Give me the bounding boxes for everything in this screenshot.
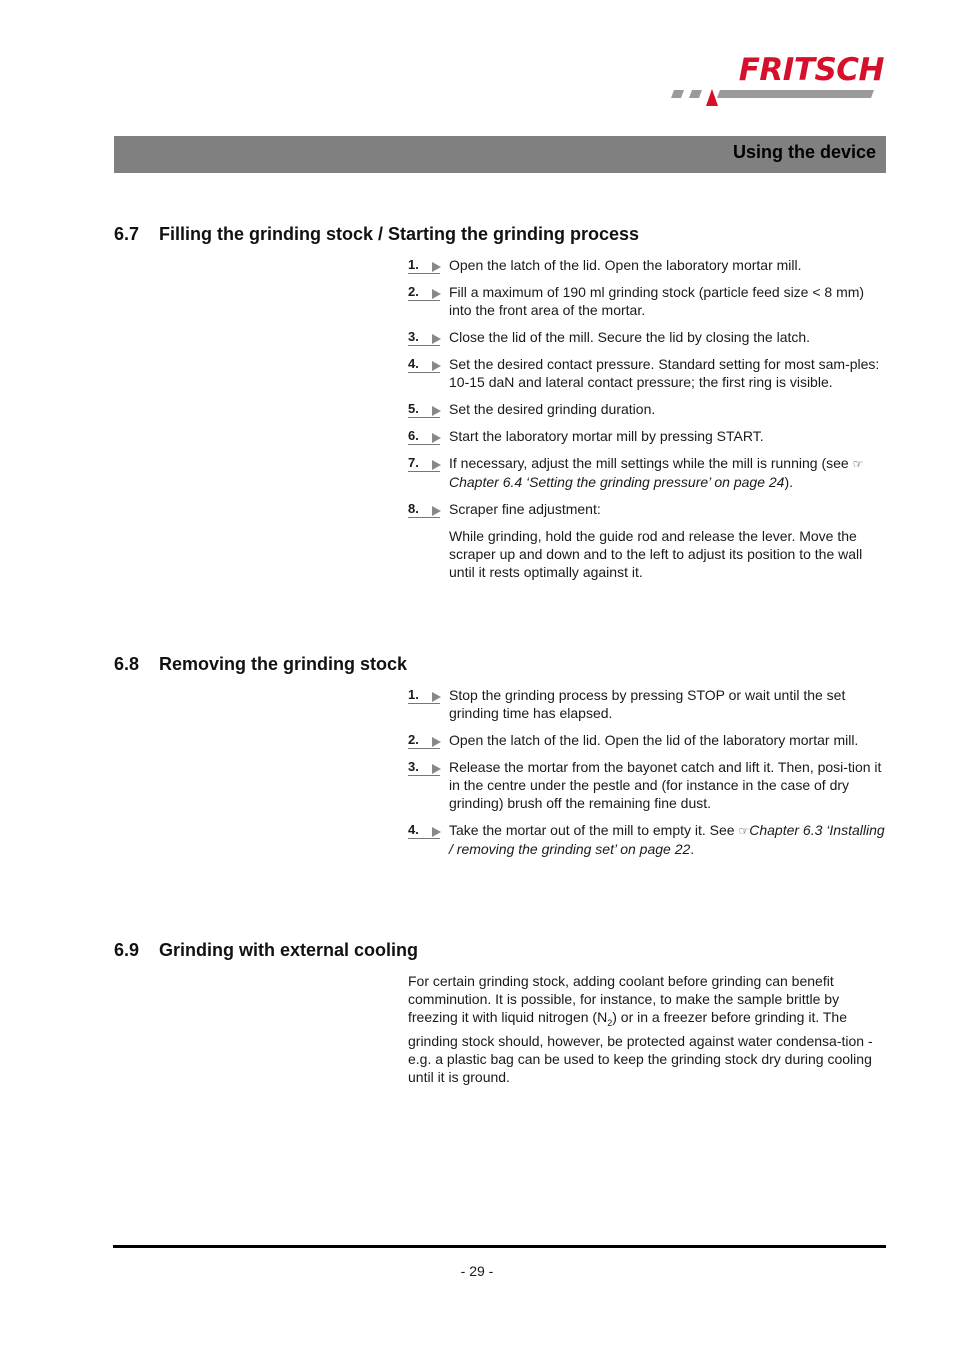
arrow-icon — [432, 460, 441, 470]
step-number: 2. — [408, 283, 440, 301]
section-heading-6-8 — [114, 654, 407, 675]
step-number: 6. — [408, 427, 440, 445]
step-number: 4. — [408, 821, 440, 839]
arrow-icon — [432, 262, 441, 272]
step-text: Set the desired contact pressure. Standard setting for most sam-ples: 10-15 daN and lateral contact pressure; the first ring is visible. — [449, 356, 880, 390]
arrow-icon — [432, 334, 441, 344]
hand-pointer-icon: ☞ — [852, 457, 864, 471]
step-item — [408, 355, 886, 391]
arrow-icon — [432, 289, 441, 299]
step-text: Close the lid of the mill. Secure the lid by closing the latch. — [449, 329, 811, 345]
arrow-icon — [432, 506, 441, 516]
step-item: 4. Take the mortar out of the mill to empty it. See ☞Chapter 6.3 ‘Installing / removing the grinding set’ on page 22. — [408, 822, 885, 857]
step-text: Open the latch of the lid. Open the laboratory mortar mill. — [449, 257, 802, 273]
section-number: 6.7 — [114, 224, 140, 244]
arrow-icon — [432, 406, 441, 416]
page-number: - 29 - — [460, 1263, 494, 1279]
step-detail-text: While grinding, hold the guide rod and release the lever. Move the scraper up and down and to the left to adjust its position to the wall until it rests optimally against it. — [449, 528, 863, 580]
step-text: Scraper fine adjustment: — [449, 501, 601, 517]
step-item: 7. If necessary, adjust the mill settings while the mill is running (see ☞Chapter 6.4 ‘Setting the grinding pressure’ on page 24). — [408, 455, 864, 490]
step-number: 3. — [408, 328, 440, 346]
step-number: 4. — [408, 355, 440, 373]
step-text: Start the laboratory mortar mill by pressing START. — [449, 428, 764, 444]
step-item — [408, 500, 886, 581]
steps-list-6-7 — [408, 256, 886, 590]
step-text: Set the desired grinding duration. — [449, 401, 656, 417]
step-number: 5. — [408, 400, 440, 418]
arrow-icon — [432, 361, 441, 371]
step-item — [408, 758, 886, 812]
section-number: 6.9 — [114, 940, 140, 960]
arrow-icon — [432, 764, 441, 774]
arrow-icon — [432, 827, 441, 837]
section-heading-6-7 — [114, 224, 639, 245]
section-title: Filling the grinding stock / Starting the grinding process — [159, 224, 640, 244]
step-item — [408, 731, 886, 749]
step-number: 8. — [408, 500, 440, 518]
subscript: 2 — [607, 1017, 613, 1028]
logo-stripes-icon — [668, 84, 888, 112]
header-title: Using the device — [732, 142, 876, 162]
hand-pointer-icon: ☞ — [738, 824, 750, 838]
step-text: Fill a maximum of 190 ml grinding stock (particle feed size < 8 mm) into the front area of the mortar. — [449, 284, 865, 318]
body-paragraph: For certain grinding stock, adding coolant before grinding can benefit comminution. It is possible, for instance, to make the sample brittle by freezing it with liquid nitrogen $(N_2)$ or in a freezer before grinding it. The grinding stock should, however, be protected against water condensa-tion - e.g. a plastic bag can be used to keep the grinding stock dry during cooling until it is ground. — [408, 973, 873, 1085]
section-title: Grinding with external cooling — [159, 940, 419, 960]
step-item — [408, 686, 886, 722]
step-item — [408, 328, 886, 346]
step-text: Take the mortar out of the mill to empty it. See — [449, 822, 739, 838]
steps-list-6-8 — [408, 686, 886, 867]
step-text: If necessary, adjust the mill settings while the mill is running (see — [449, 455, 853, 471]
step-text: Open the latch of the lid. Open the lid of the laboratory mortar mill. — [449, 732, 859, 748]
step-item — [408, 283, 886, 319]
arrow-icon — [432, 737, 441, 747]
arrow-icon — [432, 433, 441, 443]
footer-rule — [113, 1245, 886, 1248]
section-number: 6.8 — [114, 654, 140, 674]
fritsch-logo — [668, 52, 888, 112]
section-header-bar — [114, 136, 886, 173]
step-item — [408, 427, 886, 445]
chapter-link[interactable]: Chapter 6.3 ‘Installing / removing the grinding set’ on page 22 — [449, 822, 885, 857]
step-text: Release the mortar from the bayonet catch and lift it. Then, posi-tion it in the centre under the pestle and (for instance in the case of dry grinding) brush off the remaining fine dust. — [449, 759, 882, 811]
step-item — [408, 256, 886, 274]
step-item — [408, 400, 886, 418]
chapter-link[interactable]: Chapter 6.4 ‘Setting the grinding pressure’ on page 24 — [449, 474, 785, 490]
step-number: 1. — [408, 686, 440, 704]
step-number: 2. — [408, 731, 440, 749]
step-number: 3. — [408, 758, 440, 776]
section-title: Removing the grinding stock — [159, 654, 408, 674]
step-text: Stop the grinding process by pressing STOP or wait until the set grinding time has elapsed. — [449, 687, 846, 721]
step-number: 7. — [408, 454, 440, 472]
step-number: 1. — [408, 256, 440, 274]
section-heading-6-9 — [114, 940, 418, 961]
logo-wordmark: FRITSCH — [738, 52, 884, 88]
arrow-icon — [432, 692, 441, 702]
